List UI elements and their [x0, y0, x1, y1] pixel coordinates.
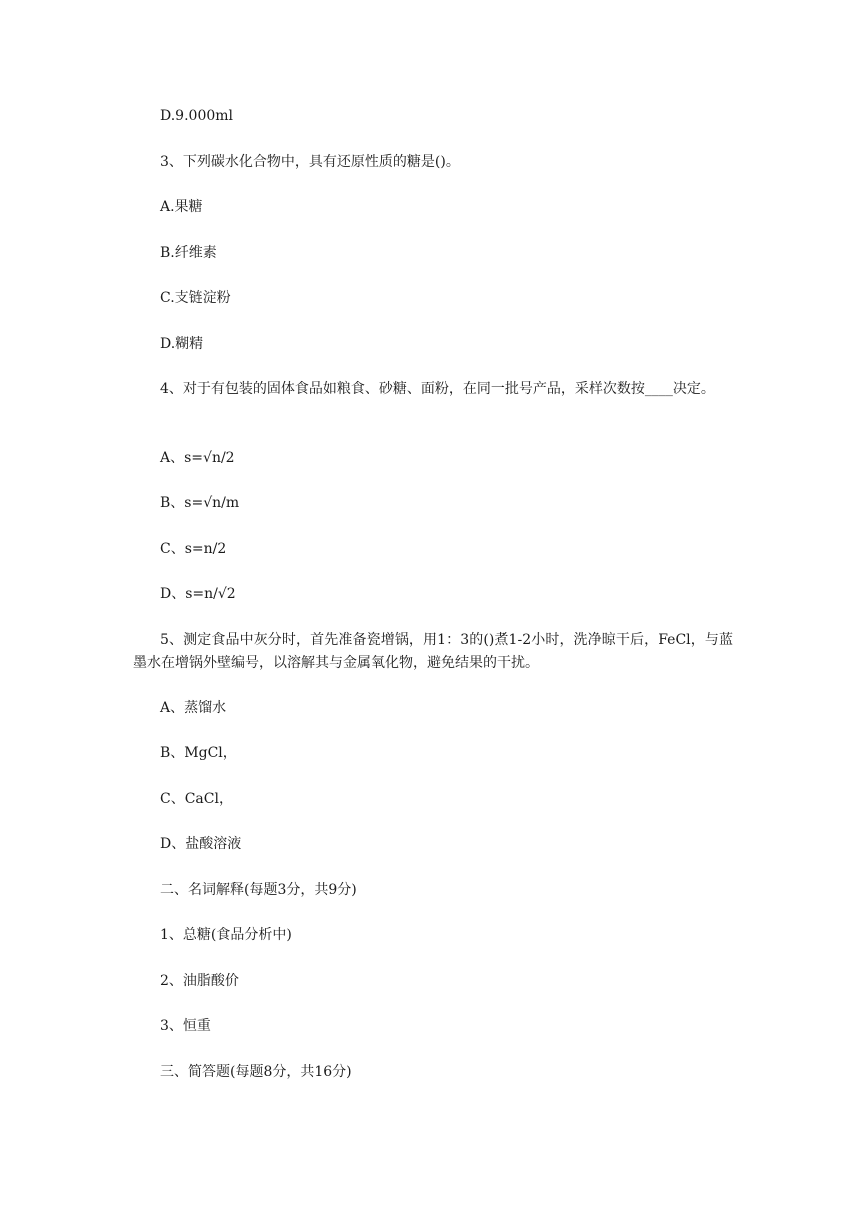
q4-option-b: B、s=√n/m: [160, 495, 240, 511]
section-2-heading: 二、名词解释(每题3分，共9分): [160, 882, 357, 898]
term-2: 2、油脂酸价: [160, 973, 239, 989]
q3-option-a: A.果糖: [160, 199, 203, 215]
q3-option-d: D.糊精: [160, 336, 204, 352]
term-3: 3、恒重: [160, 1018, 211, 1034]
term-1: 1、总糖(食品分析中): [160, 927, 292, 943]
q5-option-c: C、CaCl，: [160, 791, 233, 807]
section-3-heading: 三、简答题(每题8分，共16分): [160, 1064, 352, 1080]
q3-option-b: B.纤维素: [160, 245, 217, 261]
q2-option-d: D.9.000ml: [160, 108, 234, 124]
q4-option-c: C、s=n/2: [160, 541, 227, 557]
q4-option-a: A、s=√n/2: [160, 450, 235, 466]
question-4: 4、对于有包装的固体食品如粮食、砂糖、面粉，在同一批号产品，采样次数按____决定。: [160, 381, 715, 397]
question-3: 3、下列碳水化合物中，具有还原性质的糖是()。: [160, 154, 460, 170]
q3-option-c: C.支链淀粉: [160, 290, 231, 306]
q5-option-b: B、MgCl，: [160, 745, 237, 761]
q5-option-a: A、蒸馏水: [160, 700, 227, 716]
question-5: 5、测定食品中灰分时，首先准备瓷增锅，用1：3的()煮1-2小时，洗净晾干后，FeCl，与蓝墨水在增锅外壁编号，以溶解其与金属氧化物，避免结果的干扰。: [133, 632, 733, 671]
q5-option-d: D、盐酸溶液: [160, 836, 242, 852]
q4-option-d: D、s=n/√2: [160, 586, 236, 602]
